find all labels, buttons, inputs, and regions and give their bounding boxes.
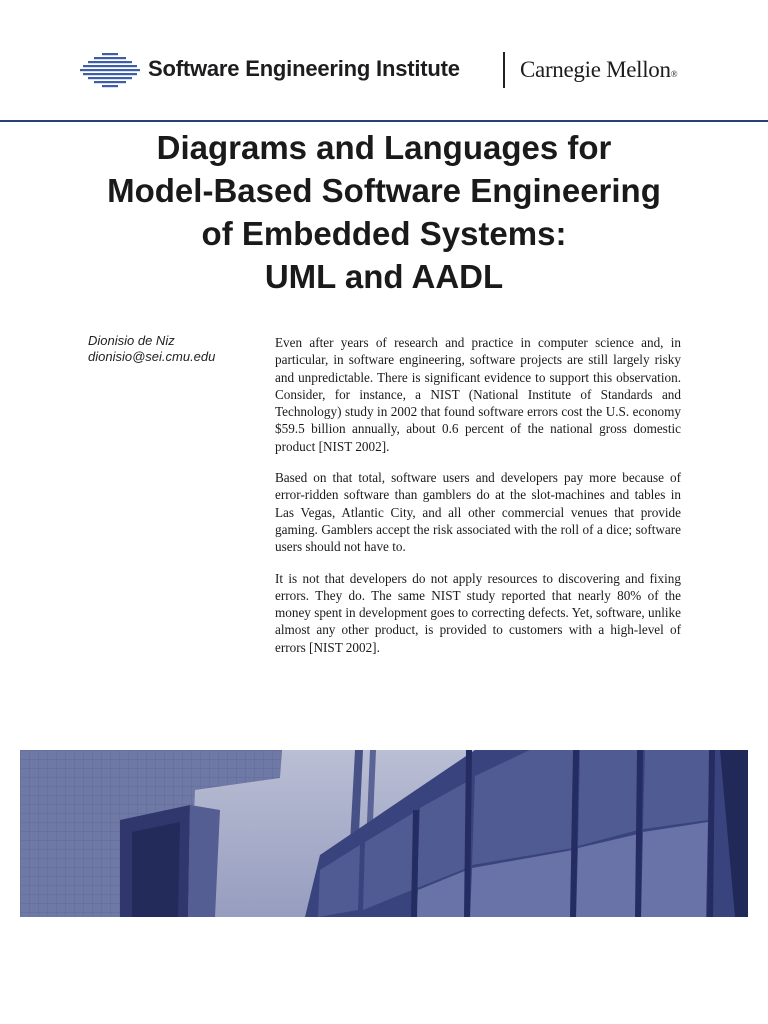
body-paragraph: Based on that total, software users and developers pay more because of error-ridden software than gamblers do at the slot-machines and tables in Las Vegas, Atlantic City, and all other commercial venues that provide gaming. Gamblers accept the risk associated with the roll of a dice; software users should not have to. xyxy=(275,470,681,555)
author-email: dionisio@sei.cmu.edu xyxy=(88,349,216,364)
org-name: Software Engineering Institute xyxy=(148,56,460,81)
title-line: Model-Based Software Engineering xyxy=(107,172,661,209)
header-divider xyxy=(503,52,505,88)
university-wordmark: Carnegie Mellon xyxy=(520,57,671,82)
document-title xyxy=(40,126,728,298)
building-facade-photo xyxy=(20,750,748,917)
sei-logo-icon xyxy=(80,52,140,90)
header-rule xyxy=(0,120,768,122)
body-text xyxy=(275,334,681,670)
photo-illustration xyxy=(20,750,748,917)
document-header xyxy=(0,0,768,122)
body-paragraph: It is not that developers do not apply resources to discovering and fixing errors. They do. The same NIST study reported that nearly 80% of the money spent in development goes to correcting defects. Yet, software, unlike almost any other product, is provided to customers with a high-level of errors [NIST 2002]. xyxy=(275,570,681,655)
university-name xyxy=(520,57,677,83)
author-name: Dionisio de Niz xyxy=(88,333,175,348)
title-line: Diagrams and Languages for xyxy=(156,129,612,166)
author-block xyxy=(88,333,215,365)
title-line: UML and AADL xyxy=(264,258,504,295)
title-line: of Embedded Systems: xyxy=(201,215,567,252)
registered-mark: ® xyxy=(670,69,678,79)
body-paragraph: Even after years of research and practice in computer science and, in particular, in software engineering, software projects are still largely risky and unpredictable. There is significant evidence to support this observation. Consider, for instance, a NIST (National Institute of Standards and Technology) study in 2002 that found software errors cost the U.S. economy $59.5 billion annually, about 0.6 percent of the national gross domestic product [NIST 2002]. xyxy=(275,335,681,454)
